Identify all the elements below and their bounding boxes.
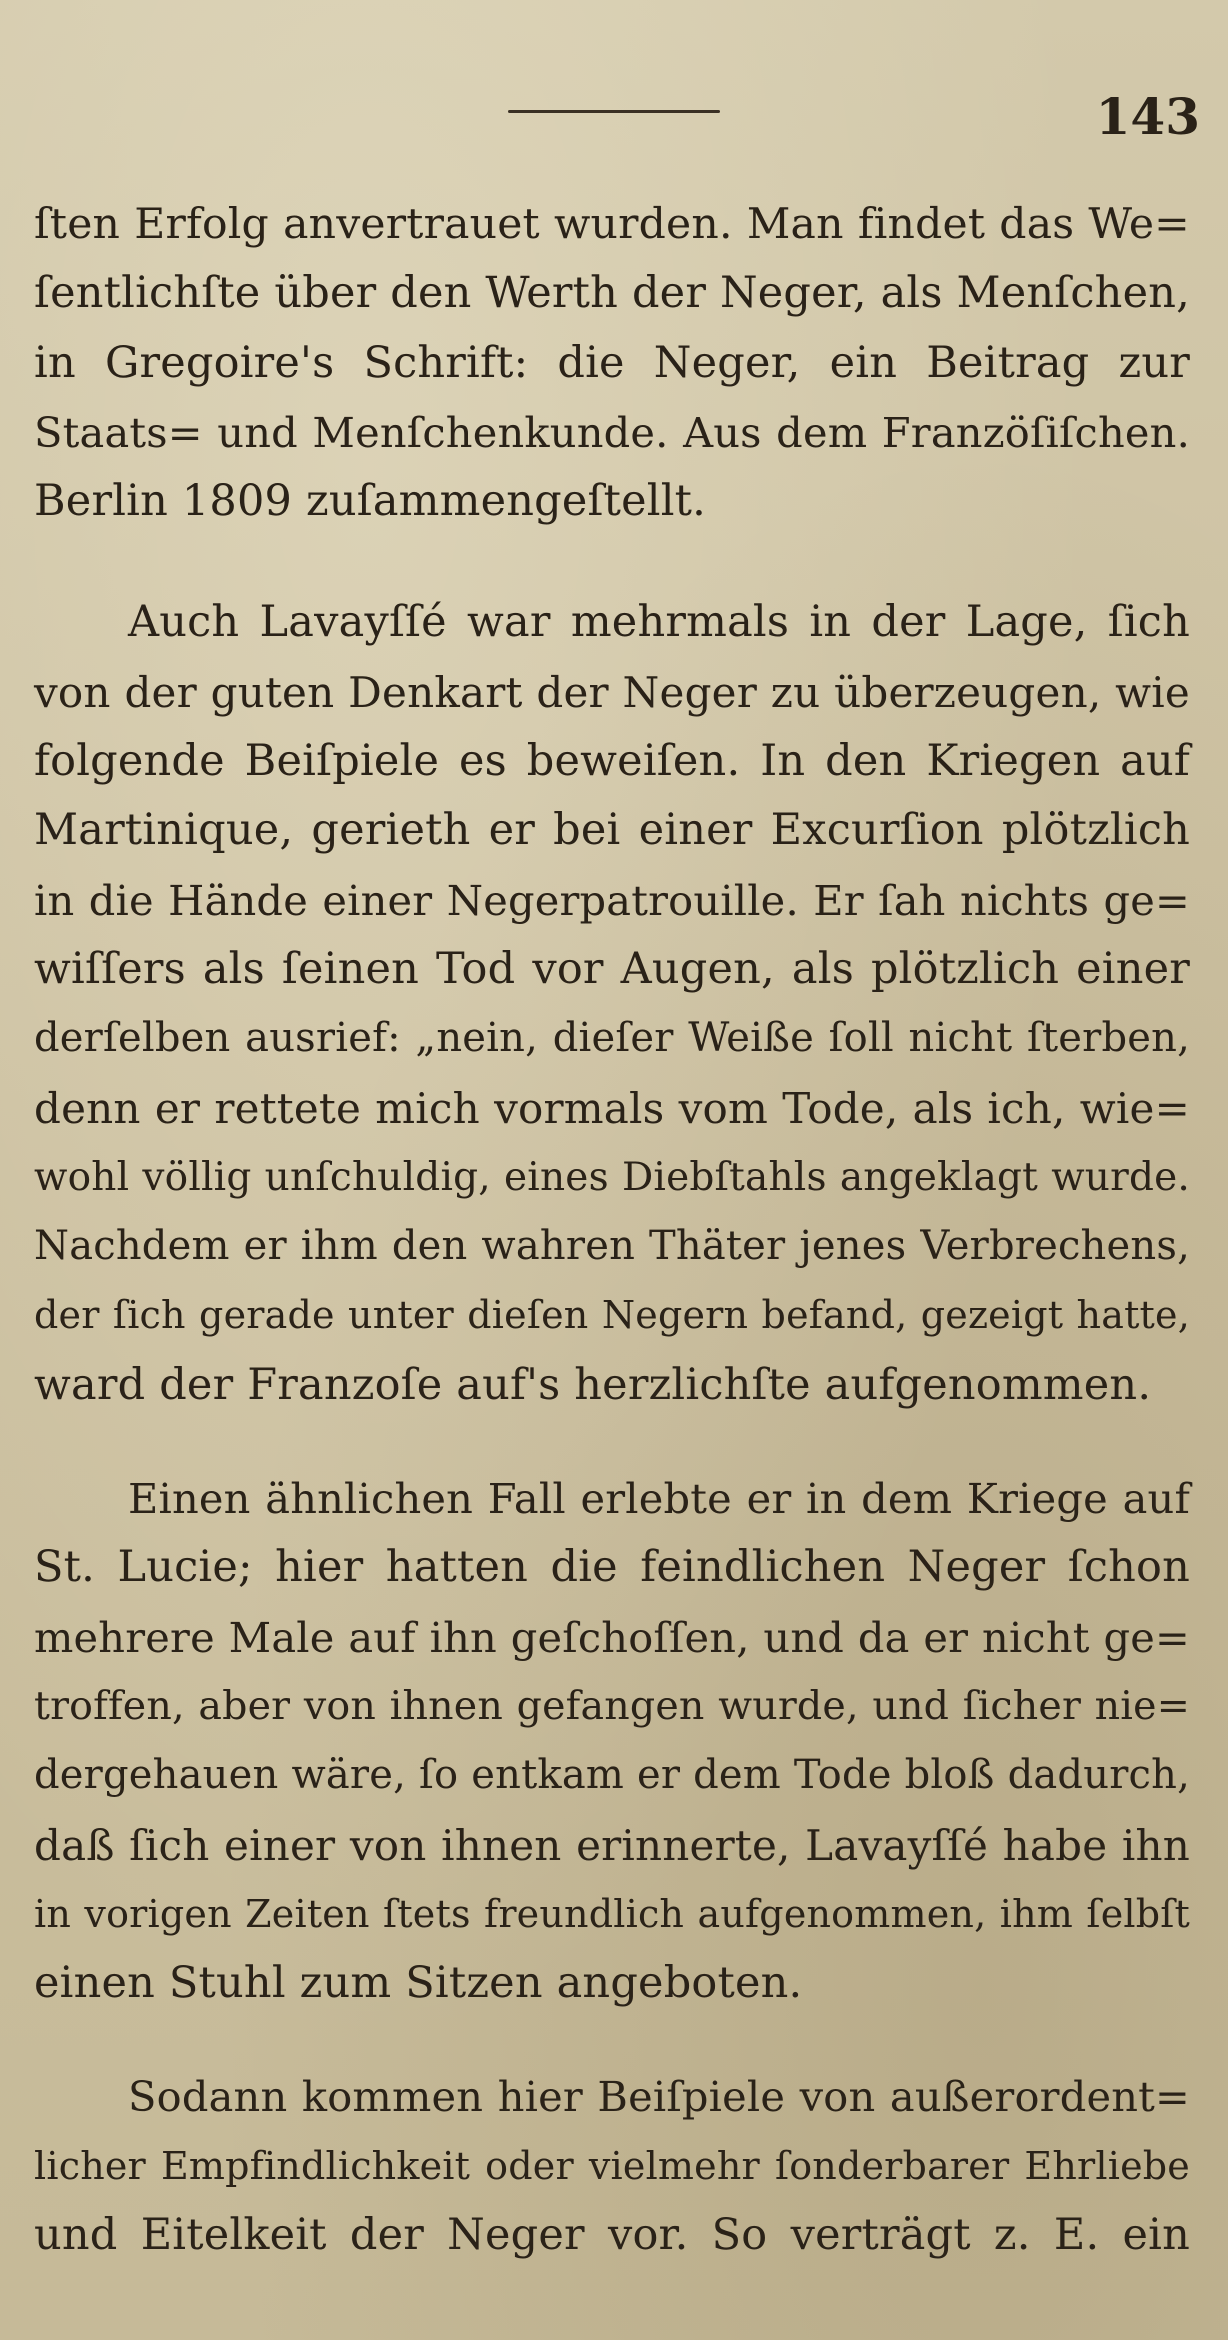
text-line: ward der Franzoſe auf's herzlichſte aufgenommen. (34, 1359, 1152, 1410)
text-line: derſelben ausrief: „nein, dieſer Weiße ſoll nicht ſterben, (34, 1015, 1190, 1062)
page-number: 143 (1095, 87, 1200, 146)
text-line: Nachdem er ihm den wahren Thäter jenes Verbrechens, (34, 1223, 1190, 1270)
text-line: Staats= und Menſchenkunde. Aus dem Franzöſiſchen. (34, 407, 1190, 457)
text-line: in die Hände einer Negerpatrouille. Er ſah nichts ge= (34, 875, 1190, 925)
text-line: in Gregoire's Schrift: die Neger, ein Beitrag zur (34, 337, 1190, 388)
text-line: wohl völlig unſchuldig, eines Diebſtahls angeklagt wurde. (34, 1154, 1190, 1200)
paragraph-4 (34, 2062, 1190, 2270)
text-line: denn er rettete mich vormals vom Tode, als ich, wie= (34, 1083, 1190, 1133)
text-line: Martinique, gerieth er bei einer Excurſion plötzlich (34, 805, 1190, 856)
paragraph-gap (34, 2018, 1190, 2062)
text-line: von der guten Denkart der Neger zu überzeugen, wie (34, 667, 1190, 717)
text-line: dergehauen wäre, ſo entkam er dem Tode bloß dadurch, (34, 1752, 1190, 1799)
text-line: in vorigen Zeiten ſtets freundlich aufgenommen, ihm ſelbſt (34, 1891, 1190, 1936)
text-line: licher Empfindlichkeit oder vielmehr ſonderbarer Ehrliebe (34, 2143, 1190, 2188)
text-line: der ſich gerade unter dieſen Negern befand, gezeigt hatte, (34, 1293, 1190, 1338)
text-line: troffen, aber von ihnen gefangen wurde, und ſicher nie= (34, 1682, 1190, 1729)
text-line: einen Stuhl zum Sitzen angeboten. (34, 1958, 803, 2009)
text-line: Einen ähnlichen Fall erlebte er in dem Kriege auf (128, 1474, 1190, 1524)
paragraph-3 (34, 1464, 1190, 2018)
text-line: Berlin 1809 zuſammengeſtellt. (34, 476, 707, 527)
paragraph-2 (34, 588, 1190, 1420)
body-text (34, 190, 1190, 2270)
text-line: und Eitelkeit der Neger vor. So verträgt z. E. ein (34, 2210, 1190, 2261)
paragraph-gap (34, 536, 1190, 588)
text-line: ſten Erfolg anvertrauet wurden. Man findet das We= (34, 200, 1190, 249)
text-line: Auch Lavayſſé war mehrmals in der Lage, ſich (128, 597, 1190, 648)
paragraph-gap (34, 1420, 1190, 1464)
text-line: St. Lucie; hier hatten die feindlichen Neger ſchon (34, 1542, 1190, 1593)
text-line: mehrere Male auf ihn geſchoſſen, und da er nicht ge= (34, 1612, 1190, 1662)
paragraph-1 (34, 190, 1190, 536)
text-line: ſentlichſte über den Werth der Neger, als Menſchen, (34, 268, 1190, 319)
text-line: folgende Beiſpiele es beweiſen. In den Kriegen auf (34, 736, 1190, 787)
header-rule (508, 110, 720, 113)
text-line: wiſſers als ſeinen Tod vor Augen, als plötzlich einer (34, 943, 1190, 994)
text-line: daß ſich einer von ihnen erinnerte, Lavayſſé habe ihn (34, 1820, 1190, 1870)
text-line: Sodann kommen hier Beiſpiele von außerordent= (128, 2072, 1190, 2122)
